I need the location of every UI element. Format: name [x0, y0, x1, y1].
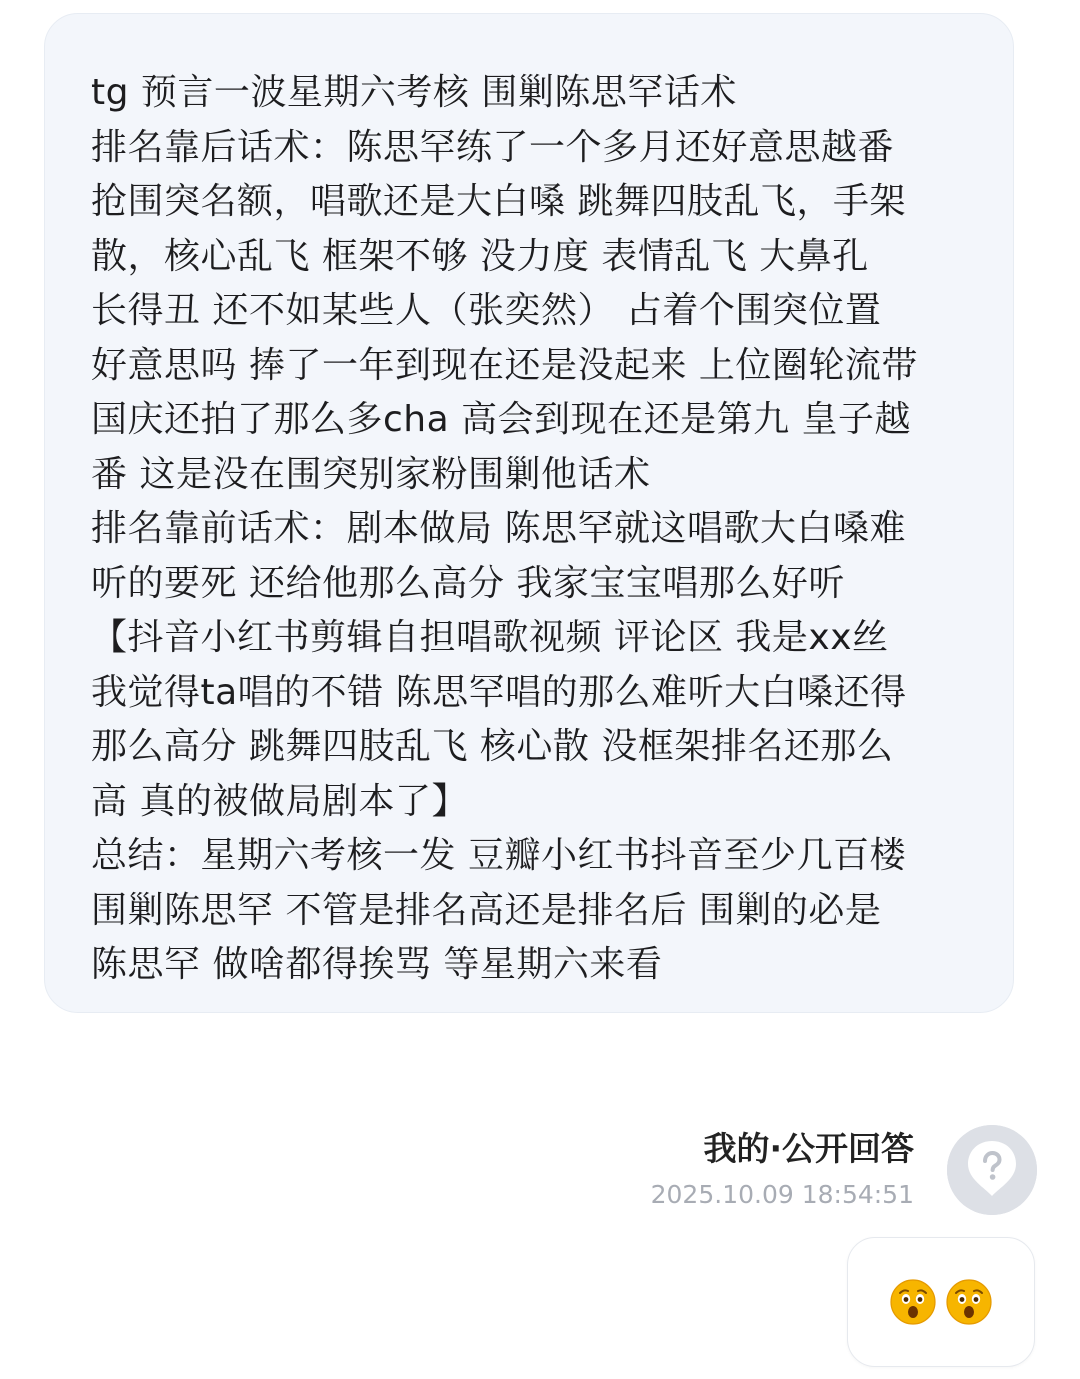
answer-bubble: [847, 1237, 1035, 1367]
question-text-line: 抢围突名额，唱歌还是大白嗓 跳舞四肢乱飞，手架: [91, 181, 906, 222]
question-text-line: 听的要死 还给他那么高分 我家宝宝唱那么好听: [91, 562, 845, 604]
answer-meta: [651, 1124, 914, 1213]
question-text-line: 排名靠前话术：剧本做局 陈思罕就这唱歌大白嗓难: [91, 508, 906, 549]
answer-title: 我的·公开回答: [703, 1129, 914, 1168]
question-text-line: 我觉得ta唱的不错 陈思罕唱的那么难听大白嗓还得: [91, 671, 907, 713]
question-text-line: 长得丑 还不如某些人（张奕然） 占着个围突位置: [91, 290, 882, 331]
anonymous-question-avatar-icon: [947, 1125, 1037, 1215]
question-text-line: 那么高分 跳舞四肢乱飞 核心散 没框架排名还那么: [91, 726, 894, 767]
astonished-face-emoji: [889, 1278, 937, 1326]
question-text-line: 围剿陈思罕 不管是排名高还是排名后 围剿的必是: [91, 889, 882, 931]
question-bubble: [44, 13, 1014, 1013]
question-text-line: 【抖音小红书剪辑自担唱歌视频 评论区 我是xx丝: [91, 617, 889, 658]
question-text-line: 好意思吗 捧了一年到现在还是没起来 上位圈轮流带: [91, 344, 918, 386]
question-text-line: 散，核心乱飞 框架不够 没力度 表情乱飞 大鼻孔: [91, 235, 869, 277]
anonymous-avatar[interactable]: [947, 1125, 1037, 1215]
answer-timestamp: 2025.10.09 18:54:51: [650, 1180, 914, 1209]
question-text-line: 番 这是没在围突别家粉围剿他话术: [91, 453, 651, 495]
question-text-line: 高 真的被做局剧本了】: [91, 780, 468, 822]
question-text-line: tg 预言一波星期六考核 围剿陈思罕话术: [91, 72, 737, 113]
question-text-line: 总结：星期六考核一发 豆瓣小红书抖音至少几百楼: [91, 835, 906, 876]
question-text-line: 陈思罕 做啥都得挨骂 等星期六来看: [91, 944, 663, 985]
question-text-line: 排名靠后话术：陈思罕练了一个多月还好意思越番: [91, 126, 895, 168]
question-text-line: 国庆还拍了那么多cha 高会到现在还是第九 皇子越: [91, 399, 912, 440]
astonished-face-emoji: [945, 1278, 993, 1326]
